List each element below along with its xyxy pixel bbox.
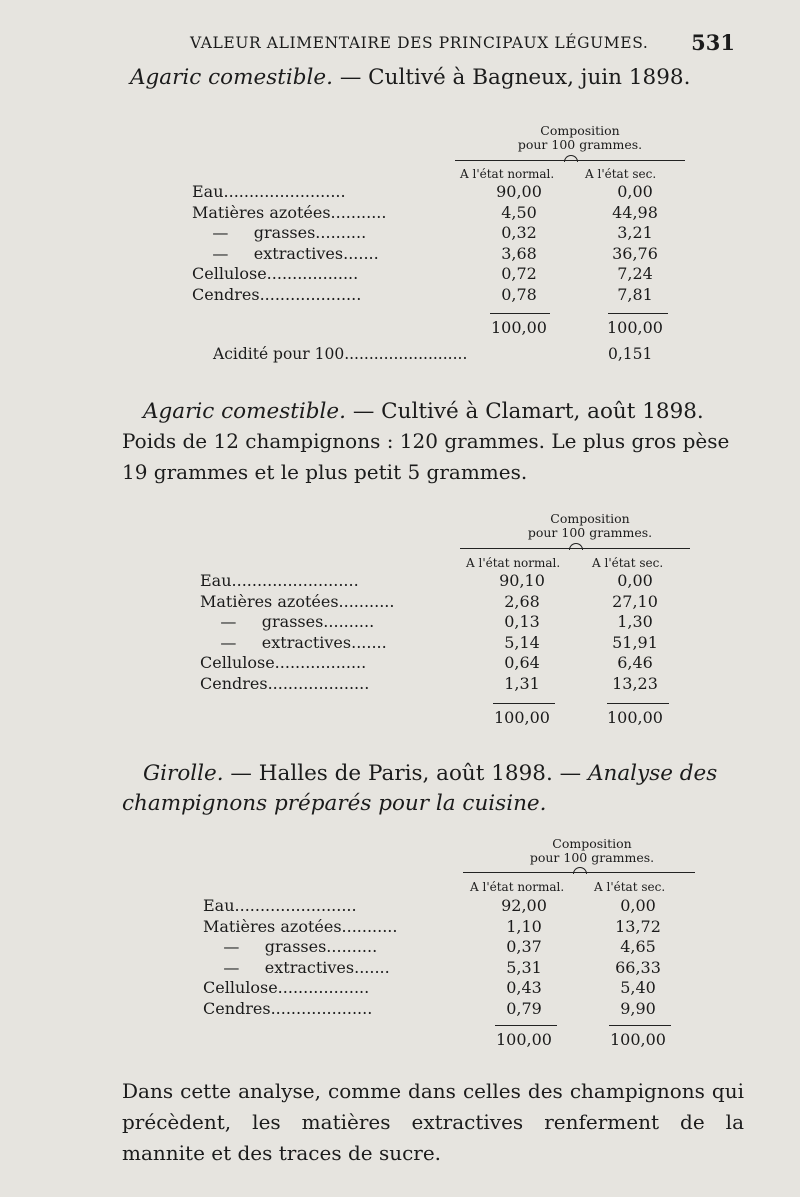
composition-line1: Composition — [550, 511, 630, 526]
row-label: Eau......................... — [200, 571, 359, 590]
section1-rule1 — [490, 313, 550, 314]
row-value-dry: 7,81 — [617, 284, 653, 304]
section2-total2: 100,00 — [607, 708, 663, 727]
row-value-dry: 5,40 — [620, 978, 656, 997]
table-row — [0, 285, 800, 305]
row-value-normal: 90,00 — [496, 182, 542, 201]
section2-composition-heading — [510, 512, 670, 540]
row-value-normal: 0,79 — [506, 998, 542, 1018]
row-value-normal: 1,10 — [506, 916, 542, 936]
section3-rule2 — [609, 1025, 671, 1026]
section1-acidity-label: Acidité pour 100......................... — [213, 345, 468, 363]
row-value-dry: 51,91 — [612, 632, 658, 652]
row-label: — extractives....... — [200, 632, 387, 652]
row-value-normal: 5,14 — [504, 632, 540, 652]
row-label: Eau........................ — [192, 182, 346, 201]
composition-line2: pour 100 grammes. — [517, 137, 643, 152]
section3-rule1 — [495, 1025, 557, 1026]
section2-title — [143, 396, 704, 427]
row-value-dry: 0,00 — [617, 571, 653, 590]
row-value-normal: 0,32 — [501, 223, 537, 242]
section1-title — [130, 62, 690, 93]
section1-total1: 100,00 — [491, 318, 547, 337]
section3-col2-header: A l'état sec. — [594, 880, 666, 894]
composition-line2: pour 100 grammes. — [529, 850, 655, 865]
table-row — [0, 917, 800, 937]
table-row — [0, 999, 800, 1019]
row-value-dry: 4,65 — [620, 937, 656, 956]
row-value-dry: 0,00 — [620, 896, 656, 915]
row-label: — grasses.......... — [200, 612, 375, 631]
row-value-dry: 0,00 — [617, 182, 653, 201]
table-row — [0, 653, 800, 673]
section3-total2: 100,00 — [610, 1030, 666, 1049]
row-value-dry: 27,10 — [612, 591, 658, 611]
table-row — [0, 674, 800, 694]
section2-title-rest: — Cultivé à Clamart, août 1898. — [345, 399, 704, 424]
composition-line2: pour 100 grammes. — [527, 525, 653, 540]
row-value-normal: 4,50 — [501, 202, 537, 222]
section1-col2-header: A l'état sec. — [585, 167, 657, 181]
row-value-normal: 0,64 — [504, 653, 540, 672]
row-value-dry: 7,24 — [617, 264, 653, 283]
section3-line2 — [122, 788, 547, 819]
row-value-normal: 92,00 — [501, 896, 547, 915]
section3-total1: 100,00 — [496, 1030, 552, 1049]
section1-acidity-value: 0,151 — [608, 345, 653, 363]
row-label: — extractives....... — [192, 243, 379, 263]
section3-composition-heading — [512, 837, 672, 865]
row-label: — grasses.......... — [203, 937, 378, 956]
row-value-normal: 5,31 — [506, 957, 542, 977]
section2-total1: 100,00 — [494, 708, 550, 727]
row-label: Eau........................ — [203, 896, 357, 915]
row-value-dry: 66,33 — [615, 957, 661, 977]
row-label: Matières azotées........... — [192, 202, 387, 222]
row-value-normal: 2,68 — [504, 591, 540, 611]
running-header — [190, 30, 735, 55]
row-value-normal: 90,10 — [499, 571, 545, 590]
row-value-dry: 6,46 — [617, 653, 653, 672]
row-label: Matières azotées........... — [203, 916, 398, 936]
section3-title-mid: — Halles de Paris, août 1898. — — [223, 761, 588, 786]
table-row — [0, 264, 800, 284]
section2-line2: Poids de 12 champignons : 120 grammes. Le plus gros pèse — [122, 429, 730, 453]
section2-title-italic: Agaric comestible. — [143, 399, 346, 424]
row-label: Cendres.................... — [192, 284, 362, 304]
section2-rule2 — [607, 703, 669, 704]
table-row — [0, 203, 800, 223]
table-row — [0, 633, 800, 653]
row-value-normal: 3,68 — [501, 243, 537, 263]
table-row — [0, 896, 800, 916]
row-label: Cellulose.................. — [203, 978, 370, 997]
section2-col2-header: A l'état sec. — [592, 556, 664, 570]
row-value-dry: 9,90 — [620, 998, 656, 1018]
page-number: 531 — [691, 30, 735, 55]
row-value-normal: 0,72 — [501, 264, 537, 283]
section3-line2-italic: champignons préparés pour la cuisine. — [122, 791, 547, 816]
row-value-dry: 1,30 — [617, 612, 653, 631]
section1-rule2 — [608, 313, 668, 314]
section1-total2: 100,00 — [607, 318, 663, 337]
row-label: Cendres.................... — [203, 998, 373, 1018]
row-value-dry: 13,72 — [615, 916, 661, 936]
section3-title — [143, 758, 717, 789]
section1-composition-heading — [500, 124, 660, 152]
table-row — [0, 612, 800, 632]
section1-title-rest: — Cultivé à Bagneux, juin 1898. — [332, 65, 691, 90]
section1-title-italic: Agaric comestible. — [130, 65, 333, 90]
row-label: Matières azotées........... — [200, 591, 395, 611]
table-row — [0, 592, 800, 612]
row-value-normal: 0,78 — [501, 284, 537, 304]
table-row — [0, 937, 800, 957]
table-row — [0, 571, 800, 591]
section2-col1-header: A l'état normal. — [466, 556, 561, 570]
row-value-dry: 44,98 — [612, 202, 658, 222]
row-value-dry: 3,21 — [617, 223, 653, 242]
table-row — [0, 223, 800, 243]
row-value-dry: 13,23 — [612, 673, 658, 693]
row-value-normal: 0,43 — [506, 978, 542, 997]
composition-line1: Composition — [540, 123, 620, 138]
table-row — [0, 182, 800, 202]
table-row — [0, 978, 800, 998]
section2-line3: 19 grammes et le plus petit 5 grammes. — [122, 460, 528, 484]
running-title: VALEUR ALIMENTAIRE DES PRINCIPAUX LÉGUMES. — [190, 34, 649, 52]
row-label: — grasses.......... — [192, 223, 367, 242]
row-label: Cellulose.................. — [192, 264, 359, 283]
row-value-normal: 1,31 — [504, 673, 540, 693]
table-row — [0, 244, 800, 264]
row-label: — extractives....... — [203, 957, 390, 977]
table-row — [0, 958, 800, 978]
section3-col1-header: A l'état normal. — [470, 880, 565, 894]
row-value-normal: 0,13 — [504, 612, 540, 631]
row-value-normal: 0,37 — [506, 937, 542, 956]
closing-paragraph: Dans cette analyse, comme dans celles des champignons qui précèdent, les matières extractives renferment de la mannite et des traces de sucre. — [122, 1079, 744, 1165]
section3-title-italic: Girolle. — [143, 761, 224, 786]
section3-title-italic2: Analyse des — [587, 761, 718, 786]
row-label: Cellulose.................. — [200, 653, 367, 672]
section2-rule1 — [493, 703, 555, 704]
row-label: Cendres.................... — [200, 673, 370, 693]
section1-col1-header: A l'état normal. — [460, 167, 555, 181]
composition-line1: Composition — [552, 836, 632, 851]
row-value-dry: 36,76 — [612, 243, 658, 263]
